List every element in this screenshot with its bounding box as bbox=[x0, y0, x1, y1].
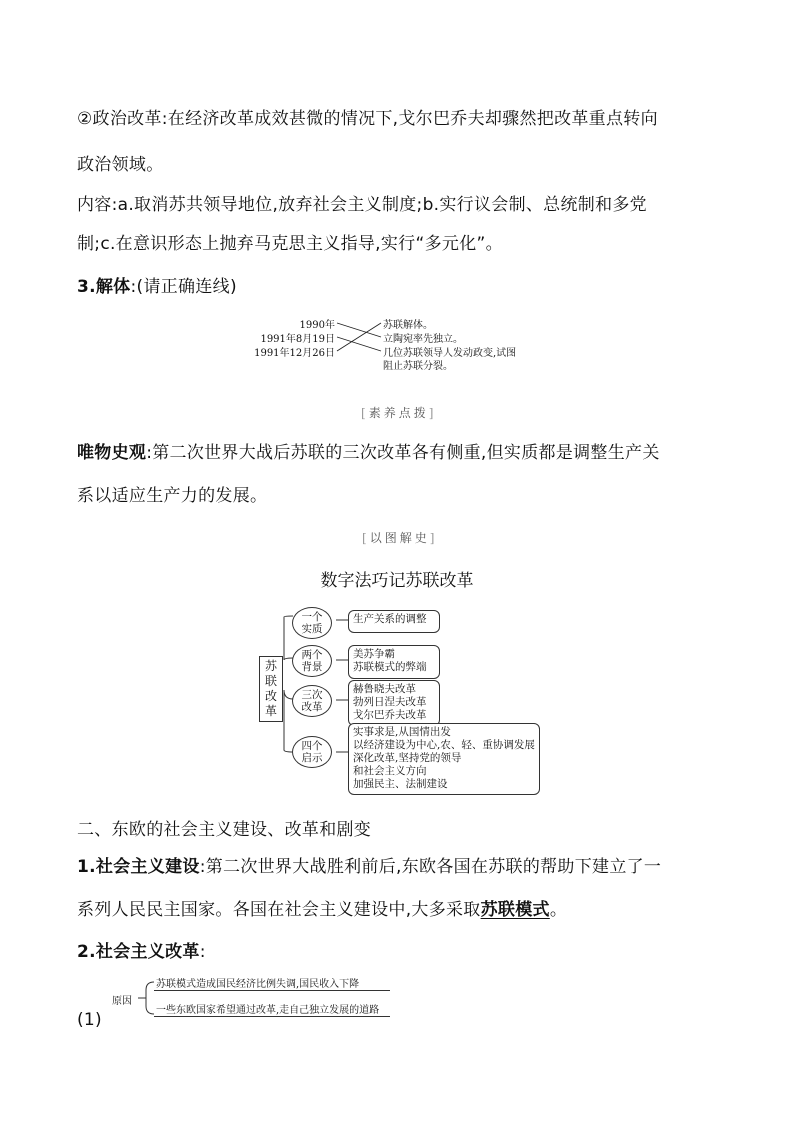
date-1991-08-19: 1991年8月19日 bbox=[260, 334, 335, 345]
materialism-line-2: 系以适应生产力的发展。 bbox=[77, 486, 268, 506]
branch-item: 深化改革,坚持党的领导 bbox=[353, 752, 462, 764]
build-label: 1.社会主义建设 bbox=[77, 857, 200, 877]
branch-item: 美苏争霸 bbox=[353, 648, 395, 660]
branch-three-items bbox=[348, 680, 440, 726]
event-3-continued: 阻止苏联分裂。 bbox=[383, 361, 453, 372]
date-1990: 1990年 bbox=[299, 320, 335, 331]
branch-one-items bbox=[348, 610, 440, 633]
section-tag-illustration: [以图解史] bbox=[362, 531, 438, 545]
dissolution-heading bbox=[77, 272, 237, 297]
branch-item: 加强民主、法制建设 bbox=[353, 778, 448, 790]
branch-item: 赫鲁晓夫改革 bbox=[353, 683, 416, 695]
politics-line-2: 政治领域。 bbox=[77, 155, 164, 175]
cause-2: 一些东欧国家希望通过改革,走自己独立发展的道路 bbox=[156, 1005, 380, 1016]
event-2: 立陶宛率先独立。 bbox=[383, 334, 463, 345]
build-line-2: 系列人民民主国家。各国在社会主义建设中,大多采取苏联模式。 bbox=[77, 900, 568, 920]
branch-item: 以经济建设为中心,农、轻、重协调发展 bbox=[353, 739, 535, 751]
content-line-2: 制;c.在意识形态上抛弃马克思主义指导,实行“多元化”。 bbox=[77, 234, 503, 254]
match-line-3 bbox=[337, 323, 381, 351]
node-three-reforms: 三次 改革 bbox=[292, 685, 332, 717]
reform-subitem-number: (1) bbox=[77, 1010, 102, 1030]
dissolution-label: 3.解体 bbox=[77, 277, 131, 297]
section-2-heading: 二、东欧的社会主义建设、改革和剧变 bbox=[77, 820, 372, 840]
event-1: 苏联解体。 bbox=[383, 320, 433, 331]
dissolution-instruction: :(请正确连线) bbox=[130, 277, 237, 297]
branch-item: 戈尔巴乔夫改革 bbox=[353, 709, 427, 721]
materialism-line-1: 唯物史观:第二次世界大战后苏联的三次改革各有侧重,但实质都是调整生产关 bbox=[77, 443, 660, 463]
branch-item: 苏联模式的弊端 bbox=[353, 661, 427, 673]
build-line-1: 1.社会主义建设:第二次世界大战胜利前后,东欧各国在苏联的帮助下建立了一 bbox=[77, 857, 662, 877]
content-line-1: 内容:a.取消苏共领导地位,放弃社会主义制度;b.实行议会制、总统制和多党 bbox=[77, 195, 647, 215]
diagram-title: 数字法巧记苏联改革 bbox=[320, 571, 474, 591]
reform-label: 2.社会主义改革 bbox=[77, 942, 200, 962]
materialism-label: 唯物史观 bbox=[77, 443, 147, 463]
politics-line-1: ②政治改革:在经济改革成效甚微的情况下,戈尔巴乔夫却骤然把改革重点转向 bbox=[77, 109, 658, 129]
node-one-essence: 一个 实质 bbox=[292, 607, 332, 639]
mindmap-root: 苏 联 改 革 bbox=[259, 656, 283, 722]
cause-brace bbox=[136, 976, 156, 1016]
cause-2-underline bbox=[154, 1016, 390, 1017]
cause-1: 苏联模式造成国民经济比例失调,国民收入下降 bbox=[156, 979, 360, 990]
soviet-model-term: 苏联模式 bbox=[480, 900, 550, 920]
match-line-2 bbox=[337, 337, 381, 351]
branch-item: 生产关系的调整 bbox=[353, 613, 427, 625]
node-two-backgrounds: 两个 背景 bbox=[292, 645, 332, 677]
cause-1-underline bbox=[154, 990, 390, 991]
branch-item: 勃列日涅夫改革 bbox=[353, 696, 427, 708]
event-3: 几位苏联领导人发动政变,试图 bbox=[383, 348, 517, 359]
match-line-1 bbox=[337, 323, 381, 337]
cause-label: 原因 bbox=[112, 996, 132, 1007]
branch-four-items bbox=[348, 723, 540, 795]
branch-item: 实事求是,从国情出发 bbox=[353, 726, 451, 738]
matching-lines bbox=[335, 316, 385, 358]
node-four-lessons: 四个 启示 bbox=[292, 736, 332, 768]
branch-item: 和社会主义方向 bbox=[353, 765, 427, 777]
date-1991-12-26: 1991年12月26日 bbox=[254, 348, 335, 359]
section-tag-literacy: [素养点拨] bbox=[361, 406, 437, 420]
branch-two-items bbox=[348, 645, 440, 679]
reform-heading: 2.社会主义改革: bbox=[77, 942, 206, 962]
